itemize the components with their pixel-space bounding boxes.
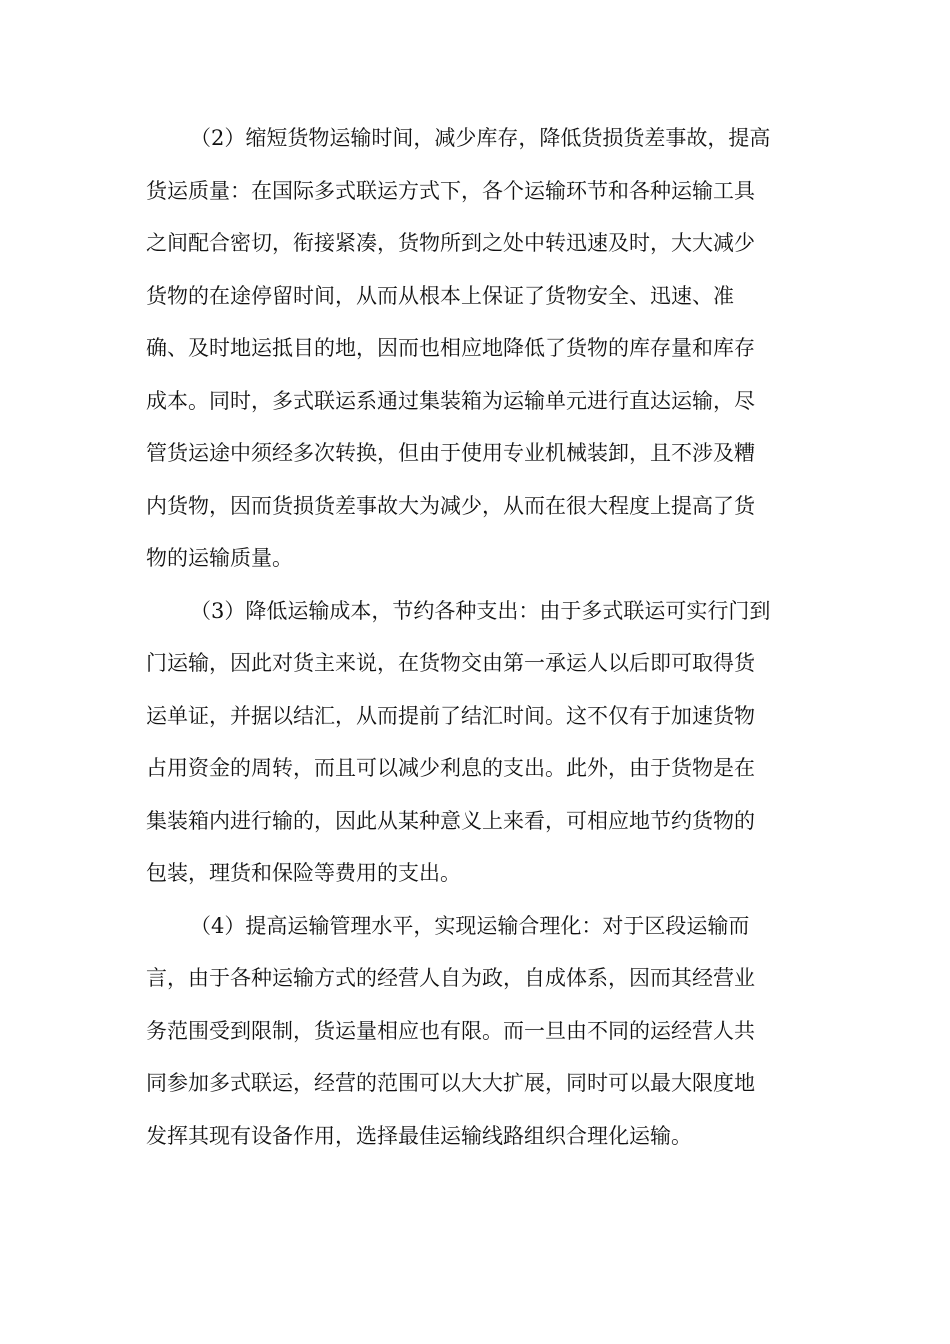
text-line: 集装箱内进行输的，因此从某种意义上来看，可相应地节约货物的	[146, 808, 755, 833]
text-line: 门运输，因此对货主来说，在货物交由第一承运人以后即可取得货	[146, 651, 755, 675]
text-line: 成本。同时，多式联运系通过集装箱为运输单元进行直达运输，尽	[146, 388, 755, 413]
body-text	[146, 112, 806, 1162]
text-line: 务范围受到限制，货运量相应也有限。而一旦由不同的运经营人共	[146, 1018, 755, 1043]
text-line: 运单证，并据以结汇，从而提前了结汇时间。这不仅有于加速货物	[146, 703, 755, 728]
text-line: （2）缩短货物运输时间，减少库存，降低货损货差事故，提高	[190, 126, 771, 150]
text-line: 货物的在途停留时间，从而从根本上保证了货物安全、迅速、准	[146, 283, 734, 308]
text-line: 内货物，因而货损货差事故大为减少，从而在很大程度上提高了货	[146, 493, 755, 518]
text-line: 同参加多式联运，经营的范围可以大大扩展，同时可以最大限度地	[146, 1071, 755, 1095]
paragraph-point-3	[146, 585, 806, 900]
text-line: 物的运输质量。	[146, 546, 293, 570]
text-line: 发挥其现有设备作用，选择最佳运输线路组织合理化运输。	[146, 1123, 692, 1148]
paragraph-point-2	[146, 112, 806, 585]
text-line: 货运质量：在国际多式联运方式下，各个运输环节和各种运输工具	[146, 178, 755, 203]
text-line: 包装，理货和保险等费用的支出。	[146, 861, 461, 885]
text-line: （3）降低运输成本，节约各种支出：由于多式联运可实行门到	[190, 598, 771, 623]
text-line: 之间配合密切，衔接紧凑，货物所到之处中转迅速及时，大大减少	[146, 231, 755, 255]
text-line: （4）提高运输管理水平，实现运输合理化：对于区段运输而	[190, 913, 750, 938]
paragraph-point-4	[146, 900, 806, 1163]
text-line: 占用资金的周转，而且可以减少利息的支出。此外，由于货物是在	[146, 756, 755, 780]
text-line: 确、及时地运抵目的地，因而也相应地降低了货物的库存量和库存	[146, 336, 755, 360]
text-line: 管货运途中须经多次转换，但由于使用专业机械装卸，且不涉及糟	[146, 441, 755, 465]
text-line: 言，由于各种运输方式的经营人自为政，自成体系，因而其经营业	[146, 966, 755, 990]
